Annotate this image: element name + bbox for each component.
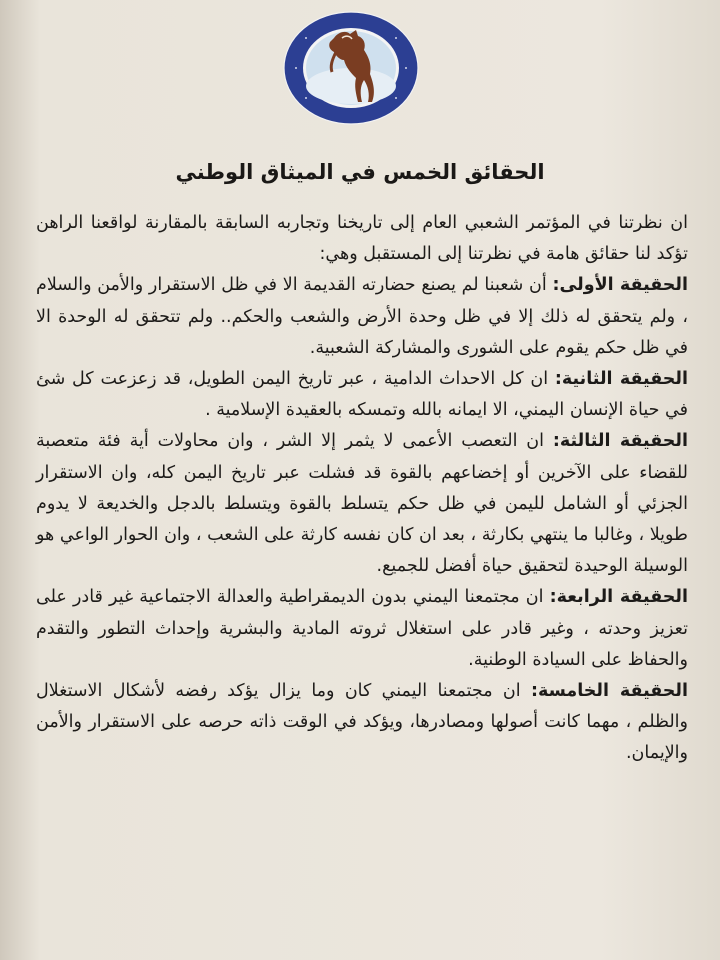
fact-5 <box>36 676 688 770</box>
fact-text: ان التعصب الأعمى لا يثمر إلا الشر ، وان محاولات أية فئة متعصبة للقضاء على الآخرين أو إخضاعهم بالقوة قد فشلت عبر تاريخ اليمن كله، وان الاستقرار الجزئي أو الشامل لليمن في ظل حكم يتسلط بالقوة ويتسلط بالدجل والخديعة لا يدوم طويلا ، وغالبا ما ينتهي بكارثة ، بعد ان كان نفسه كارثة على الشعب ، وان الحوار الواعي هو الوسيلة الوحيدة لتحقيق حياة أفضل للجميع. <box>36 431 688 577</box>
fact-label: الحقيقة الثالثة: <box>552 431 688 452</box>
fact-1 <box>36 270 688 364</box>
fact-3 <box>36 426 688 582</box>
horse-emblem-icon <box>276 8 426 128</box>
party-logo <box>276 8 426 128</box>
fact-text: ان مجتمعنا اليمني بدون الديمقراطية والعدالة الاجتماعية غير قادر على تعزيز وحدته ، وغير قادر على استغلال ثروته المادية والبشرية وإحداث التطور والتقدم والحفاظ على السيادة الوطنية. <box>36 587 688 670</box>
fact-text: ان كل الاحداث الدامية ، عبر تاريخ اليمن الطويل، قد زعزعت كل شئ في حياة الإنسان اليمني، الا ايمانه بالله وتمسكه بالعقيدة الإسلامية . <box>36 369 688 421</box>
fact-label: الحقيقة الثانية: <box>554 369 688 390</box>
fact-label: الحقيقة الرابعة: <box>549 587 688 608</box>
fact-label: الحقيقة الخامسة: <box>530 681 688 702</box>
fact-4 <box>36 582 688 676</box>
fact-label: الحقيقة الأولى: <box>552 275 688 296</box>
document-title: الحقائق الخمس في الميثاق الوطني <box>175 160 545 184</box>
fact-2 <box>36 364 688 426</box>
document-body <box>36 208 688 770</box>
fact-text: أن شعبنا لم يصنع حضارته القديمة الا في ظل الاستقرار والأمن والسلام ، ولم يتحقق له ذلك إلا في ظل وحدة الأرض والشعب والحكم.. ولم تتحقق له الوحدة الا في ظل حكم يقوم على الشورى والمشاركة الشعبية. <box>36 275 688 358</box>
intro-paragraph: ان نظرتنا في المؤتمر الشعبي العام إلى تاريخنا وتجاربه السابقة بالمقارنة لواقعنا الراهن تؤكد لنا حقائق هامة في نظرتنا إلى المستقبل وهي: <box>36 213 688 265</box>
fact-text: ان مجتمعنا اليمني كان وما يزال يؤكد رفضه لأشكال الاستغلال والظلم ، مهما كانت أصولها ومصادرها، ويؤكد في الوقت ذاته حرصه على الاستقرار والأمن والإيمان. <box>36 681 688 764</box>
